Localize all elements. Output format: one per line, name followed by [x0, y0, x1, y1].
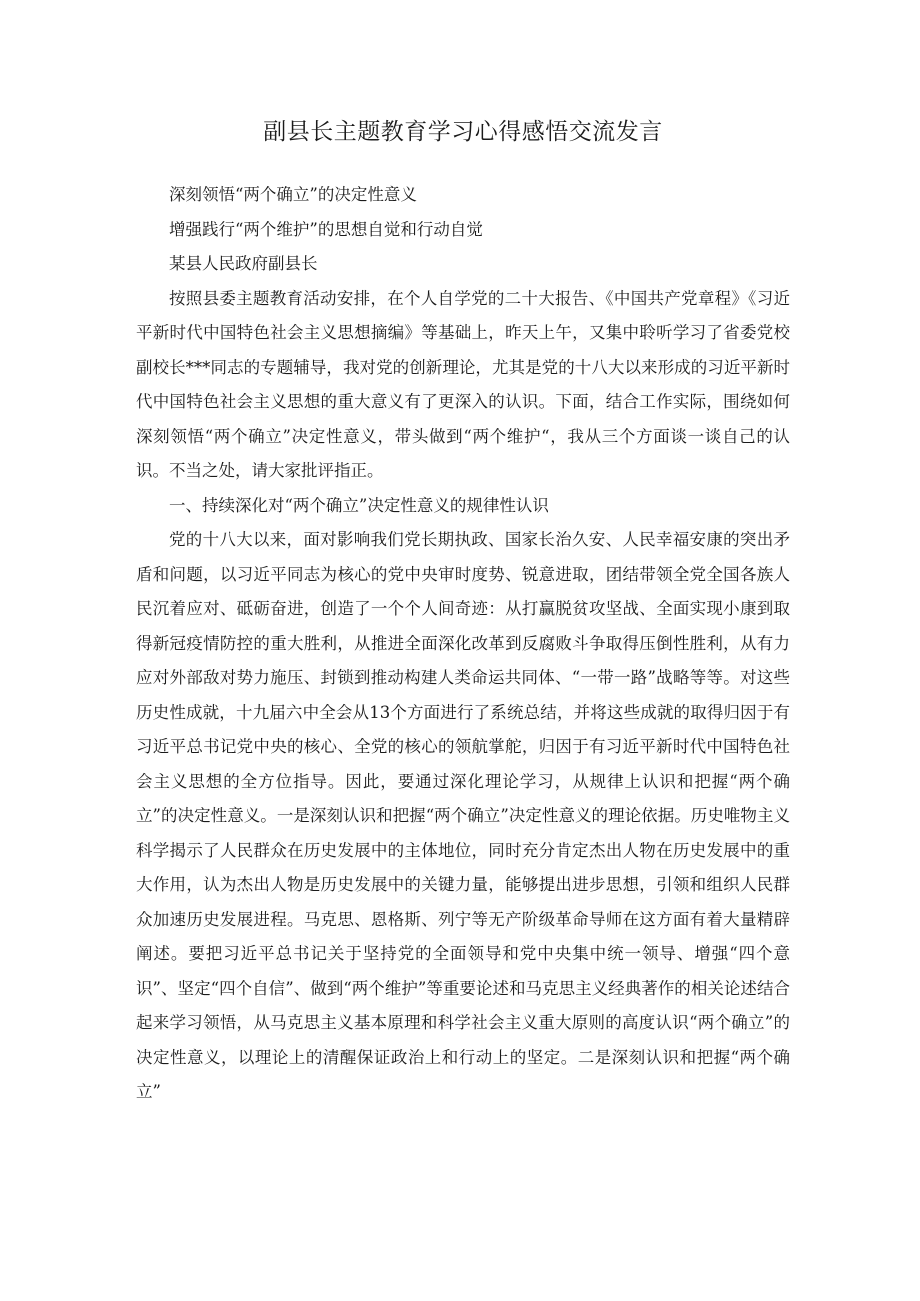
document-title: 副县长主题教育学习心得感悟交流发言 [263, 119, 663, 145]
document-subtitle-1: 深刻领悟“两个确立”的决定性意义 [169, 185, 417, 204]
document-subtitle-2: 增强践行“两个维护”的思想自觉和行动自觉 [169, 219, 483, 239]
document-author: 某县人民政府副县长 [169, 254, 318, 273]
paragraph-body: 党的十八大以来，面对影响我们党长期执政、国家长治久安、人民幸福安康的突出矛盾和问题，以习近平同志为核心的党中央审时度势、锐意进取，团结带领全党全国各族人民沉着应对、砥砺奋进，创造了一个个人间奇迹：从打赢脱贫攻坚战、全面实现小康到取得新冠疫情防控的重大胜利，从推进全面深化改革到反腐败斗争取得压倒性胜利，从有力应对外部敌对势力施压、封锁到推动构建人类命运共同体、“一带一路”战略等等。对这些历史性成就，十九届六中全会从13个方面进行了系统总结，并将这些成就的取得归因于有习近平总书记党中央的核心、全党的核心的领航掌舵，归因于有习近平新时代中国特色社会主义思想的全方位指导。因此，要通过深化理论学习，从规律上认识和把握“两个确立”的决定性意义。一是深刻认识和把握“两个确立”决定性意义的理论依据。历史唯物主义科学揭示了人民群众在历史发展中的主体地位，同时充分肯定杰出人物在历史发展中的重大作用，认为杰出人物是历史发展中的关键力量，能够提出进步思想，引领和组织人民群众加速历史发展进程。马克思、恩格斯、列宁等无产阶级革命导师在这方面有着大量精辟阐述。要把习近平总书记关于坚持党的全面领导和党中央集中统一领导、增强“四个意识”、坚定“四个自信”、做到“两个维护”等重要论述和马克思主义经典著作的相关论述结合起来学习领悟，从马克思主义基本原理和科学社会主义重大原则的高度认识“两个确立”的决定性意义，以理论上的清醒保证政治上和行动上的坚定。二是深刻认识和把握“两个确立” [136, 530, 790, 1101]
section-heading-1: 一、持续深化对“两个确立”决定性意义的规律性认识 [169, 495, 549, 515]
paragraph-intro: 按照县委主题教育活动安排，在个人自学党的二十大报告、《中国共产党章程》《习近平新时代中国特色社会主义思想摘编》等基础上，昨天上午，又集中聆听学习了省委党校副校长***同志的专题辅导，我对党的创新理论，尤其是党的十八大以来形成的习近平新时代中国特色社会主义思想的重大意义有了更深入的认识。下面，结合工作实际，围绕如何深刻领悟“两个确立”决定性意义，带头做到“两个维护“，我从三个方面谈一谈自己的认识。不当之处，请大家批评指正。 [136, 288, 790, 480]
document-page [136, 112, 790, 1110]
